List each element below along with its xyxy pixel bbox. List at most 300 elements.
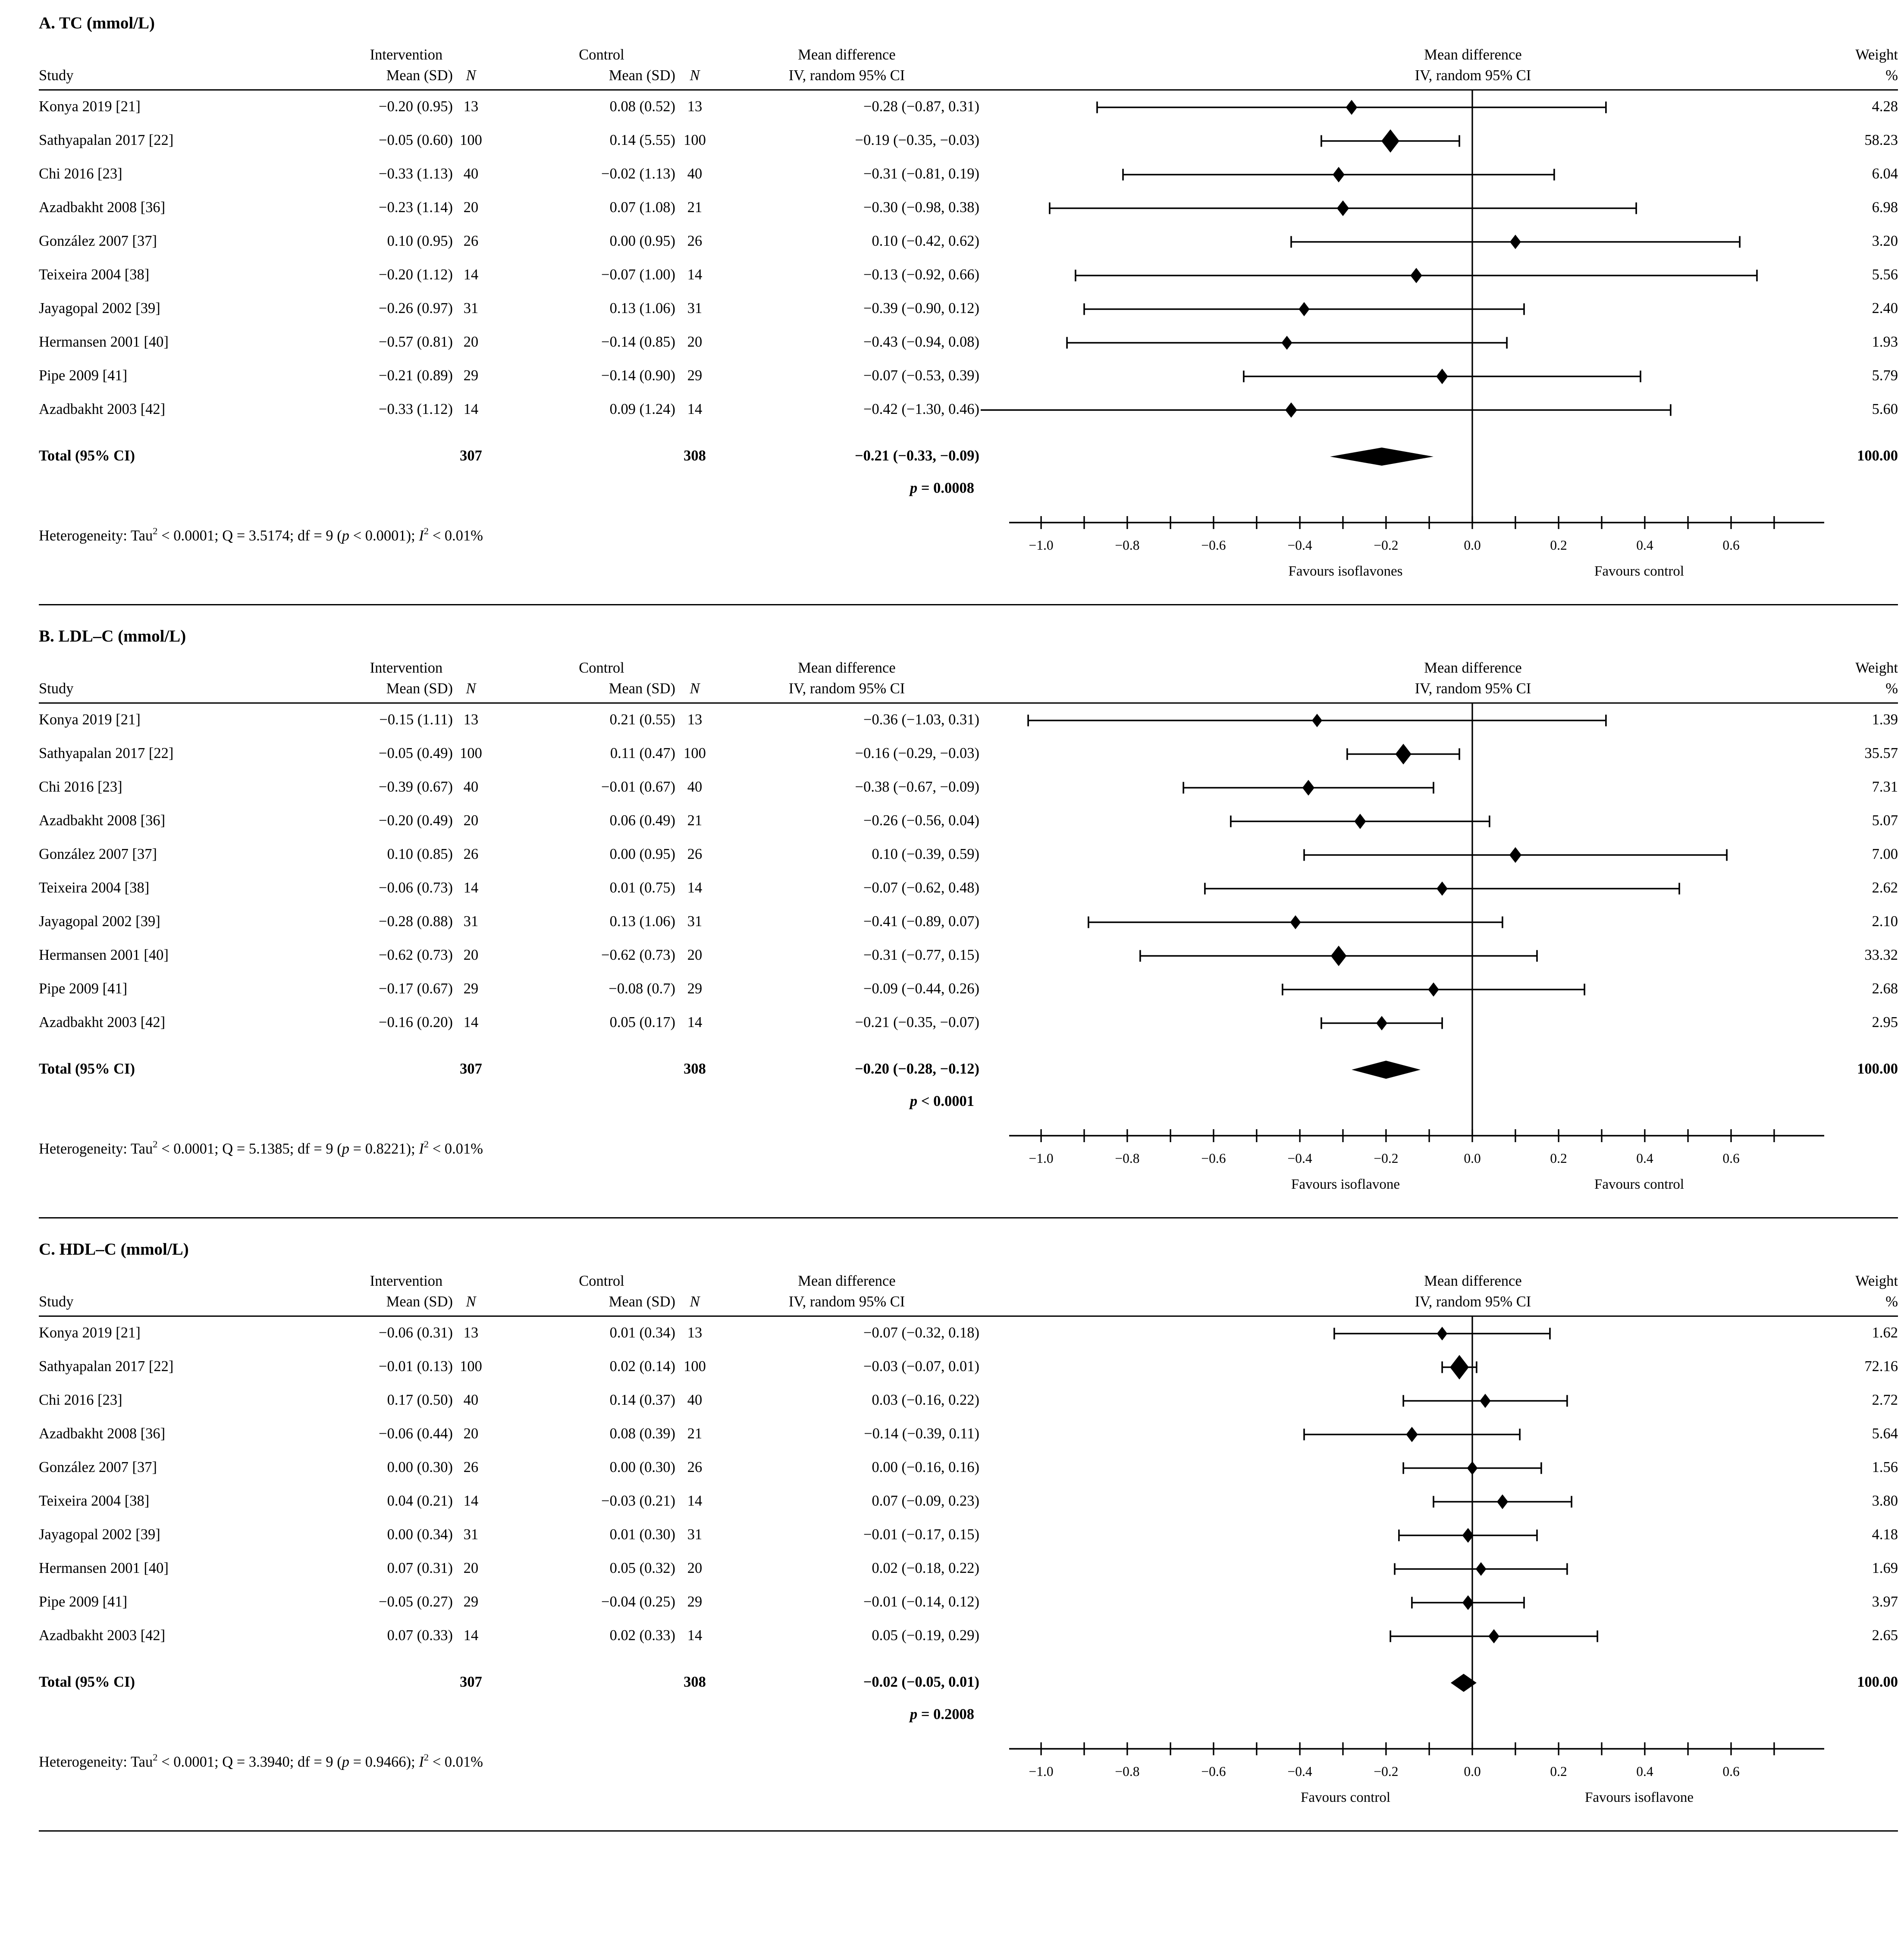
mean-difference-ci: −0.19 (−0.35, −0.03) bbox=[855, 133, 979, 149]
mean-difference-ci: −0.03 (−0.07, 0.01) bbox=[863, 1359, 979, 1375]
study-label: Sathyapalan 2017 [22] bbox=[39, 746, 174, 762]
intervention-mean-sd: −0.20 (0.49) bbox=[379, 814, 453, 829]
forest-row-svg bbox=[979, 805, 1840, 838]
p-value-row bbox=[39, 1700, 1898, 1731]
intervention-mean-sd: −0.21 (0.89) bbox=[379, 369, 453, 384]
forest-row-plot bbox=[979, 1586, 1840, 1619]
het-i: I bbox=[419, 529, 424, 545]
intervention-mean-sd: 0.07 (0.33) bbox=[387, 1629, 453, 1644]
control-mean-sd: 0.21 (0.55) bbox=[609, 713, 675, 728]
study-row bbox=[39, 124, 1898, 158]
axis-area bbox=[979, 1118, 1840, 1211]
spacer-plot bbox=[979, 427, 1840, 440]
forest-row-plot bbox=[979, 939, 1840, 973]
axis-tick-label: 0.0 bbox=[1464, 538, 1481, 553]
mean-difference-ci: −0.39 (−0.90, 0.12) bbox=[863, 301, 979, 317]
plot-md-line1: Mean difference bbox=[1424, 661, 1522, 676]
col-study-label: Study bbox=[39, 682, 74, 697]
control-n: 40 bbox=[687, 1393, 703, 1409]
zero-line-svg bbox=[979, 1040, 1840, 1053]
control-n: 100 bbox=[684, 1359, 706, 1375]
table-header bbox=[39, 658, 1898, 704]
control-n: 29 bbox=[687, 369, 703, 384]
intervention-n: 31 bbox=[463, 301, 479, 317]
control-group-header bbox=[489, 1272, 714, 1313]
axis-tick-label: 0.6 bbox=[1722, 538, 1740, 553]
mean-difference-ci: −0.28 (−0.87, 0.31) bbox=[863, 100, 979, 115]
col-md-line2: IV, random 95% CI bbox=[788, 682, 905, 697]
intervention-mean-sd: 0.00 (0.34) bbox=[387, 1528, 453, 1543]
study-row bbox=[39, 939, 1898, 973]
forest-row-svg bbox=[979, 326, 1840, 360]
study-row bbox=[39, 158, 1898, 191]
weight-value: 1.69 bbox=[1872, 1561, 1898, 1577]
intervention-mean-sd: 0.07 (0.31) bbox=[387, 1561, 453, 1577]
total-plot bbox=[979, 440, 1840, 473]
forest-row-plot bbox=[979, 704, 1840, 737]
mean-difference-ci: 0.07 (−0.09, 0.23) bbox=[872, 1494, 979, 1510]
forest-row-svg bbox=[979, 771, 1840, 805]
study-label: Sathyapalan 2017 [22] bbox=[39, 133, 174, 149]
het-post: < 0.0001); bbox=[349, 529, 419, 545]
zero-line-svg bbox=[979, 1087, 1840, 1118]
forest-row-svg bbox=[979, 259, 1840, 292]
intervention-mean-sd: −0.33 (1.12) bbox=[379, 402, 453, 418]
study-label: Teixeira 2004 [38] bbox=[39, 881, 150, 896]
control-mean-sd: 0.07 (1.08) bbox=[609, 200, 675, 216]
control-mean-sd: 0.01 (0.34) bbox=[609, 1326, 675, 1341]
mean-difference-ci: −0.31 (−0.77, 0.15) bbox=[863, 948, 979, 964]
p-value-row bbox=[39, 473, 1898, 504]
total-label: Total (95% CI) bbox=[39, 1675, 135, 1691]
forest-row-plot bbox=[979, 225, 1840, 259]
forest-row-plot bbox=[979, 905, 1840, 939]
weight-column-header bbox=[1840, 658, 1898, 700]
weight-value: 5.79 bbox=[1872, 369, 1898, 384]
plot-md-line2: IV, random 95% CI bbox=[1415, 682, 1531, 697]
mean-difference-ci: −0.42 (−1.30, 0.46) bbox=[863, 402, 979, 418]
weight-column-header bbox=[1840, 45, 1898, 87]
intervention-mean-sd: 0.00 (0.30) bbox=[387, 1460, 453, 1476]
intervention-group-header bbox=[323, 45, 489, 87]
forest-row-plot bbox=[979, 1384, 1840, 1418]
col-weight-pct: % bbox=[1885, 1295, 1898, 1310]
point-marker bbox=[1436, 369, 1448, 384]
col-study-label: Study bbox=[39, 1295, 74, 1310]
p-row-plot bbox=[979, 1700, 1840, 1731]
axis-row bbox=[39, 504, 1898, 598]
col-study-label: Study bbox=[39, 69, 74, 84]
panels-container bbox=[0, 13, 1904, 1832]
control-n: 20 bbox=[687, 948, 703, 964]
study-rows bbox=[39, 91, 1898, 427]
p-label: p bbox=[910, 481, 918, 497]
het-p: p bbox=[342, 1142, 350, 1158]
point-marker bbox=[1497, 1494, 1508, 1509]
control-n: 20 bbox=[687, 335, 703, 351]
control-mean-sd: −0.04 (0.25) bbox=[601, 1595, 675, 1610]
axis-tick-label: 0.4 bbox=[1636, 1764, 1653, 1779]
mean-difference-ci: 0.10 (−0.39, 0.59) bbox=[872, 847, 979, 863]
study-row bbox=[39, 1451, 1898, 1485]
axis-tick-label: 0.0 bbox=[1464, 1764, 1481, 1779]
study-column-header bbox=[39, 658, 323, 700]
intervention-mean-sd: −0.05 (0.60) bbox=[379, 133, 453, 149]
intervention-mean-sd: −0.06 (0.44) bbox=[379, 1427, 453, 1442]
forest-row-svg bbox=[979, 393, 1840, 427]
total-label: Total (95% CI) bbox=[39, 1062, 135, 1077]
forest-row-svg bbox=[979, 1519, 1840, 1552]
p-value-cell bbox=[714, 1707, 979, 1723]
intervention-mean-sd: 0.10 (0.95) bbox=[387, 234, 453, 250]
study-label: Jayagopal 2002 [39] bbox=[39, 914, 160, 930]
forest-row-svg bbox=[979, 1552, 1840, 1586]
forest-row-svg bbox=[979, 1619, 1840, 1653]
study-label: Azadbakht 2008 [36] bbox=[39, 200, 166, 216]
study-label: Konya 2019 [21] bbox=[39, 1326, 141, 1341]
md-text-column-header bbox=[714, 45, 979, 87]
forest-row-plot bbox=[979, 1451, 1840, 1485]
mean-difference-ci: −0.14 (−0.39, 0.11) bbox=[864, 1427, 979, 1442]
forest-row-svg bbox=[979, 1384, 1840, 1418]
mean-difference-ci: −0.16 (−0.29, −0.03) bbox=[855, 746, 979, 762]
study-label: Teixeira 2004 [38] bbox=[39, 1494, 150, 1510]
total-plot bbox=[979, 1666, 1840, 1700]
intervention-mean-sd: 0.17 (0.50) bbox=[387, 1393, 453, 1409]
control-mean-sd: 0.08 (0.39) bbox=[609, 1427, 675, 1442]
study-label: Teixeira 2004 [38] bbox=[39, 268, 150, 283]
forest-row-plot bbox=[979, 1519, 1840, 1552]
control-mean-sd: −0.07 (1.00) bbox=[601, 268, 675, 283]
study-column-header bbox=[39, 45, 323, 87]
intervention-n: 14 bbox=[463, 1629, 479, 1644]
forest-row-svg bbox=[979, 360, 1840, 393]
study-row bbox=[39, 1350, 1898, 1384]
control-n: 26 bbox=[687, 1460, 703, 1476]
col-weight-pct: % bbox=[1885, 69, 1898, 84]
intervention-n: 31 bbox=[463, 1528, 479, 1543]
study-label: Azadbakht 2003 [42] bbox=[39, 402, 166, 418]
forest-row-svg bbox=[979, 91, 1840, 124]
forest-row-svg bbox=[979, 939, 1840, 973]
point-marker bbox=[1282, 336, 1292, 350]
mean-difference-ci: 0.02 (−0.18, 0.22) bbox=[872, 1561, 979, 1577]
summary-diamond bbox=[1330, 448, 1433, 466]
study-label: Sathyapalan 2017 [22] bbox=[39, 1359, 174, 1375]
study-label: Jayagopal 2002 [39] bbox=[39, 301, 160, 317]
axis-svg bbox=[979, 504, 1840, 598]
forest-row-plot bbox=[979, 1619, 1840, 1653]
intervention-mean-sd: −0.62 (0.73) bbox=[379, 948, 453, 964]
intervention-mean-sd: −0.57 (0.81) bbox=[379, 335, 453, 351]
intervention-n: 14 bbox=[463, 881, 479, 896]
weight-value: 6.98 bbox=[1872, 200, 1898, 216]
axis-tick-label: 0.4 bbox=[1636, 538, 1653, 553]
p-value: = 0.2008 bbox=[921, 1707, 974, 1723]
weight-value: 1.56 bbox=[1872, 1460, 1898, 1476]
study-label: González 2007 [37] bbox=[39, 234, 157, 250]
intervention-n: 20 bbox=[463, 200, 479, 216]
weight-value: 6.04 bbox=[1872, 167, 1898, 182]
axis-svg bbox=[979, 1118, 1840, 1211]
axis-area bbox=[979, 504, 1840, 598]
axis-tick-label: −0.4 bbox=[1287, 538, 1312, 553]
control-n: 21 bbox=[687, 1427, 703, 1442]
het-sup-2: 2 bbox=[423, 525, 429, 537]
col-intervention-label: Intervention bbox=[370, 48, 443, 63]
forest-panel bbox=[0, 13, 1904, 605]
forest-row-plot bbox=[979, 259, 1840, 292]
study-row bbox=[39, 1006, 1898, 1040]
axis-tick-label: −0.6 bbox=[1201, 1764, 1226, 1779]
control-n: 14 bbox=[687, 1015, 703, 1031]
control-n: 20 bbox=[687, 1561, 703, 1577]
plot-md-line2: IV, random 95% CI bbox=[1415, 1295, 1531, 1310]
col-control-mean-sd: Mean (SD) bbox=[609, 69, 675, 84]
axis-tick-label: 0.2 bbox=[1550, 1764, 1567, 1779]
intervention-n: 26 bbox=[463, 847, 479, 863]
control-mean-sd: 0.05 (0.32) bbox=[609, 1561, 675, 1577]
study-row bbox=[39, 1619, 1898, 1653]
study-row bbox=[39, 1317, 1898, 1350]
axis-tick-label: −0.4 bbox=[1287, 1764, 1312, 1779]
study-row bbox=[39, 973, 1898, 1006]
total-weight: 100.00 bbox=[1857, 449, 1898, 464]
axis-row bbox=[39, 1731, 1898, 1824]
forest-row-plot bbox=[979, 805, 1840, 838]
forest-row-plot bbox=[979, 91, 1840, 124]
forest-row-svg bbox=[979, 292, 1840, 326]
study-row bbox=[39, 225, 1898, 259]
forest-panel bbox=[0, 1239, 1904, 1832]
intervention-mean-sd: −0.05 (0.27) bbox=[379, 1595, 453, 1610]
spacer-row bbox=[39, 1653, 1898, 1666]
zero-line-svg bbox=[979, 1700, 1840, 1731]
weight-value: 4.18 bbox=[1872, 1528, 1898, 1543]
summary-svg bbox=[979, 1053, 1840, 1087]
control-n: 31 bbox=[687, 914, 703, 930]
axis-tick-label: −0.6 bbox=[1201, 1151, 1226, 1166]
point-marker bbox=[1302, 780, 1314, 796]
forest-row-svg bbox=[979, 1418, 1840, 1451]
col-intervention-label: Intervention bbox=[370, 1274, 443, 1290]
panel-body bbox=[39, 658, 1898, 1218]
control-n: 29 bbox=[687, 982, 703, 997]
study-row bbox=[39, 259, 1898, 292]
weight-value: 7.31 bbox=[1872, 780, 1898, 795]
weight-value: 2.65 bbox=[1872, 1629, 1898, 1644]
point-marker bbox=[1290, 915, 1301, 929]
control-mean-sd: 0.06 (0.49) bbox=[609, 814, 675, 829]
summary-svg bbox=[979, 1666, 1840, 1700]
het-mid: < 0.0001; Q = 3.5174; df = 9 ( bbox=[157, 529, 342, 545]
axis-tick-label: −0.8 bbox=[1115, 1764, 1140, 1779]
weight-value: 5.64 bbox=[1872, 1427, 1898, 1442]
het-sup-1: 2 bbox=[153, 525, 158, 537]
point-marker bbox=[1467, 1461, 1478, 1475]
p-value-cell bbox=[714, 481, 979, 497]
het-p: p bbox=[342, 1755, 350, 1771]
axis-tick-label: 0.6 bbox=[1722, 1151, 1740, 1166]
intervention-n: 29 bbox=[463, 982, 479, 997]
het-mid: < 0.0001; Q = 3.3940; df = 9 ( bbox=[157, 1755, 342, 1771]
control-n: 14 bbox=[687, 1494, 703, 1510]
weight-value: 1.93 bbox=[1872, 335, 1898, 351]
control-n: 14 bbox=[687, 268, 703, 283]
weight-value: 5.60 bbox=[1872, 402, 1898, 418]
total-md-ci: −0.02 (−0.05, 0.01) bbox=[863, 1675, 979, 1691]
control-mean-sd: 0.00 (0.95) bbox=[609, 234, 675, 250]
col-md-line2: IV, random 95% CI bbox=[788, 69, 905, 84]
forest-row-plot bbox=[979, 973, 1840, 1006]
het-post: = 0.9466); bbox=[349, 1755, 419, 1771]
spacer-plot bbox=[979, 1040, 1840, 1053]
mean-difference-ci: −0.13 (−0.92, 0.66) bbox=[863, 268, 979, 283]
weight-value: 72.16 bbox=[1864, 1359, 1898, 1375]
axis-tick-label: 0.2 bbox=[1550, 538, 1567, 553]
axis-tick-label: −0.4 bbox=[1287, 1151, 1312, 1166]
control-mean-sd: 0.01 (0.30) bbox=[609, 1528, 675, 1543]
point-marker bbox=[1354, 814, 1366, 829]
col-control-label: Control bbox=[579, 661, 624, 676]
zero-line-svg bbox=[979, 473, 1840, 504]
p-value: = 0.0008 bbox=[921, 481, 974, 497]
axis-tick-label: −0.2 bbox=[1374, 1764, 1399, 1779]
point-marker bbox=[1376, 1016, 1387, 1030]
study-label: Hermansen 2001 [40] bbox=[39, 335, 169, 351]
control-n: 14 bbox=[687, 881, 703, 896]
favours-right-label: Favours control bbox=[1594, 564, 1684, 579]
axis-tick-label: 0.4 bbox=[1636, 1151, 1653, 1166]
study-label: Chi 2016 [23] bbox=[39, 167, 122, 182]
study-row bbox=[39, 704, 1898, 737]
intervention-n: 20 bbox=[463, 948, 479, 964]
intervention-mean-sd: −0.33 (1.13) bbox=[379, 167, 453, 182]
study-row bbox=[39, 1586, 1898, 1619]
intervention-mean-sd: −0.23 (1.14) bbox=[379, 200, 453, 216]
study-label: González 2007 [37] bbox=[39, 1460, 157, 1476]
weight-value: 5.07 bbox=[1872, 814, 1898, 829]
het-end: < 0.01% bbox=[429, 1755, 483, 1771]
forest-row-svg bbox=[979, 158, 1840, 191]
intervention-n: 29 bbox=[463, 369, 479, 384]
control-mean-sd: 0.14 (0.37) bbox=[609, 1393, 675, 1409]
forest-row-svg bbox=[979, 1485, 1840, 1519]
forest-row-svg bbox=[979, 872, 1840, 905]
axis-tick-label: 0.6 bbox=[1722, 1764, 1740, 1779]
intervention-mean-sd: −0.06 (0.73) bbox=[379, 881, 453, 896]
control-mean-sd: −0.14 (0.85) bbox=[601, 335, 675, 351]
weight-value: 33.32 bbox=[1864, 948, 1898, 964]
control-mean-sd: 0.13 (1.06) bbox=[609, 301, 675, 317]
intervention-mean-sd: −0.06 (0.31) bbox=[379, 1326, 453, 1341]
mean-difference-ci: −0.43 (−0.94, 0.08) bbox=[863, 335, 979, 351]
control-n: 26 bbox=[687, 847, 703, 863]
plot-md-line1: Mean difference bbox=[1424, 48, 1522, 63]
point-marker bbox=[1509, 847, 1521, 863]
intervention-mean-sd: 0.10 (0.85) bbox=[387, 847, 453, 863]
control-n: 31 bbox=[687, 301, 703, 317]
point-marker bbox=[1312, 714, 1322, 727]
col-intervention-mean-sd: Mean (SD) bbox=[386, 69, 453, 84]
forest-row-plot bbox=[979, 360, 1840, 393]
md-plot-column-header bbox=[979, 1272, 1840, 1313]
intervention-mean-sd: −0.05 (0.49) bbox=[379, 746, 453, 762]
point-marker bbox=[1331, 946, 1347, 966]
panel-title: B. LDL–C (mmol/L) bbox=[39, 626, 186, 645]
study-row bbox=[39, 1418, 1898, 1451]
mean-difference-ci: −0.41 (−0.89, 0.07) bbox=[863, 914, 979, 930]
control-n: 29 bbox=[687, 1595, 703, 1610]
study-row bbox=[39, 292, 1898, 326]
study-row bbox=[39, 1485, 1898, 1519]
zero-line-svg bbox=[979, 1653, 1840, 1666]
control-n: 40 bbox=[687, 167, 703, 182]
weight-value: 58.23 bbox=[1864, 133, 1898, 149]
study-row bbox=[39, 91, 1898, 124]
col-intervention-n: N bbox=[466, 1295, 476, 1310]
study-label: Azadbakht 2003 [42] bbox=[39, 1015, 166, 1031]
total-md-ci: −0.21 (−0.33, −0.09) bbox=[855, 449, 979, 464]
intervention-n: 14 bbox=[463, 268, 479, 283]
mean-difference-ci: −0.09 (−0.44, 0.26) bbox=[863, 982, 979, 997]
mean-difference-ci: −0.36 (−1.03, 0.31) bbox=[863, 713, 979, 728]
forest-row-plot bbox=[979, 158, 1840, 191]
intervention-n: 14 bbox=[463, 1015, 479, 1031]
het-pre: Heterogeneity: Tau bbox=[39, 1755, 153, 1771]
control-mean-sd: −0.03 (0.21) bbox=[601, 1494, 675, 1510]
control-mean-sd: 0.05 (0.17) bbox=[609, 1015, 675, 1031]
weight-value: 3.20 bbox=[1872, 234, 1898, 250]
axis-tick-label: −1.0 bbox=[1029, 538, 1054, 553]
favours-right-label: Favours isoflavone bbox=[1584, 1790, 1694, 1805]
weight-column-header bbox=[1840, 1272, 1898, 1313]
col-intervention-n: N bbox=[466, 682, 476, 697]
total-intervention-n: 307 bbox=[460, 449, 482, 464]
col-intervention-n: N bbox=[466, 69, 476, 84]
md-plot-column-header bbox=[979, 45, 1840, 87]
het-i: I bbox=[419, 1142, 424, 1158]
forest-row-svg bbox=[979, 191, 1840, 225]
study-row bbox=[39, 393, 1898, 427]
col-weight-pct: % bbox=[1885, 682, 1898, 697]
control-mean-sd: 0.08 (0.52) bbox=[609, 100, 675, 115]
control-mean-sd: 0.09 (1.24) bbox=[609, 402, 675, 418]
intervention-n: 26 bbox=[463, 1460, 479, 1476]
study-row bbox=[39, 1519, 1898, 1552]
weight-value: 2.40 bbox=[1872, 301, 1898, 317]
spacer-row bbox=[39, 1040, 1898, 1053]
control-n: 100 bbox=[684, 133, 706, 149]
total-weight: 100.00 bbox=[1857, 1675, 1898, 1691]
forest-row-plot bbox=[979, 1006, 1840, 1040]
study-label: Chi 2016 [23] bbox=[39, 1393, 122, 1409]
md-text-column-header bbox=[714, 1272, 979, 1313]
intervention-n: 26 bbox=[463, 234, 479, 250]
intervention-n: 20 bbox=[463, 335, 479, 351]
p-label: p bbox=[910, 1094, 918, 1110]
point-marker bbox=[1410, 268, 1422, 283]
control-mean-sd: 0.13 (1.06) bbox=[609, 914, 675, 930]
study-row bbox=[39, 737, 1898, 771]
control-n: 100 bbox=[684, 746, 706, 762]
study-row bbox=[39, 326, 1898, 360]
mean-difference-ci: 0.00 (−0.16, 0.16) bbox=[872, 1460, 979, 1476]
intervention-mean-sd: −0.26 (0.97) bbox=[379, 301, 453, 317]
intervention-n: 100 bbox=[460, 133, 482, 149]
point-marker bbox=[1333, 167, 1345, 182]
favours-left-label: Favours isoflavones bbox=[1288, 564, 1403, 579]
